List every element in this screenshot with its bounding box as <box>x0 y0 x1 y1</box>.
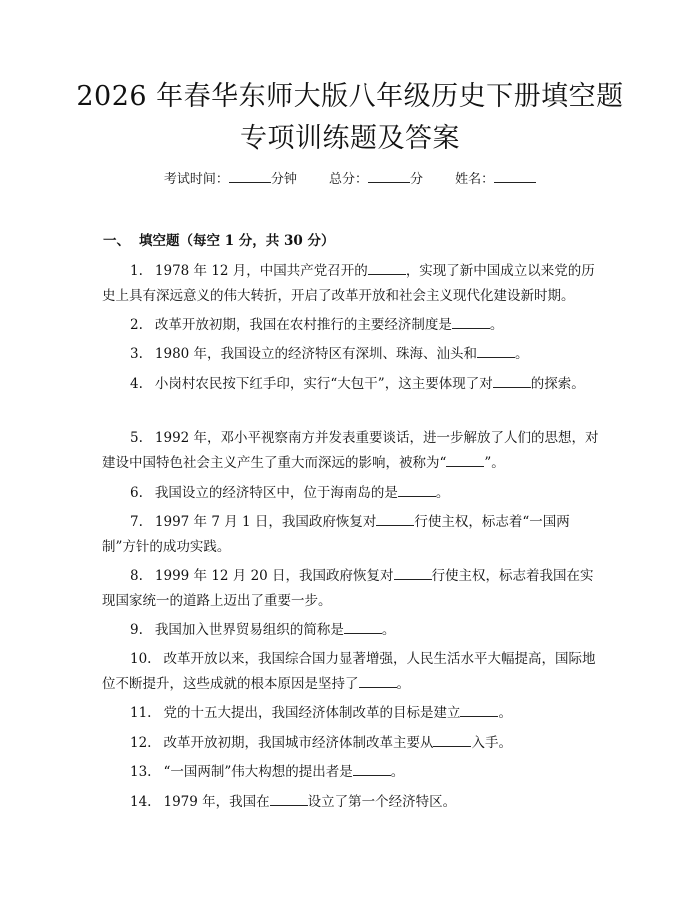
section-number: 一、 <box>103 233 130 249</box>
answer-blank <box>359 674 397 688</box>
total-score-unit: 分 <box>410 172 424 187</box>
answer-blank <box>493 374 531 388</box>
page-title-line1: 2026 年春华东师大版八年级历史下册填空题 <box>76 81 624 112</box>
answer-blank <box>446 453 484 467</box>
student-name-blank <box>494 168 536 183</box>
answer-blank <box>353 762 391 776</box>
total-score-label: 总分： <box>328 172 368 187</box>
page-title-line2: 专项训练题及答案 <box>240 123 460 154</box>
question-item <box>102 731 602 756</box>
student-name-label: 姓名： <box>455 172 495 187</box>
answer-blank <box>452 315 490 329</box>
question-number: 8. <box>130 568 143 584</box>
total-score-blank <box>368 168 410 183</box>
question-text-before: 改革开放初期，我国在农村推行的主要经济制度是 <box>154 317 452 333</box>
question-number: 14. <box>130 794 152 810</box>
answer-blank <box>394 566 432 580</box>
question-text-after: ”。 <box>484 455 505 471</box>
question-item <box>102 313 602 338</box>
exam-time-blank <box>229 168 271 183</box>
question-number: 1. <box>130 263 143 279</box>
question-item <box>102 372 602 397</box>
question-text-after: 入手。 <box>471 735 512 751</box>
question-number: 9. <box>130 622 143 638</box>
question-number: 5. <box>130 430 143 446</box>
student-name-field <box>455 168 536 190</box>
question-number: 4. <box>130 376 143 392</box>
exam-time-unit: 分钟 <box>270 172 297 187</box>
answer-blank <box>460 703 498 717</box>
exam-time-field <box>164 168 297 190</box>
question-text-before: 改革开放初期，我国城市经济体制改革主要从 <box>163 735 434 751</box>
question-number: 13. <box>130 764 152 780</box>
question-text-before: “一国两制”伟大构想的提出者是 <box>163 764 353 780</box>
question-text-before: 1997 年 7 月 1 日，我国政府恢复对 <box>154 514 377 530</box>
question-item <box>102 760 602 785</box>
question-text-after: 。 <box>435 485 450 501</box>
question-text-before: 1992 年，邓小平视察南方并发表重要谈话，进一步解放了人们的思想，对建设中国特色社会主义产生了重大而深远的影响，被称为“ <box>102 430 599 471</box>
question-item <box>102 701 602 726</box>
question-text-after: 。 <box>515 346 529 362</box>
question-text-after: 。 <box>489 317 504 333</box>
question-text-before: 我国加入世界贸易组织的简称是 <box>154 622 344 638</box>
question-text-before: 党的十五大提出，我国经济体制改革的目标是建立 <box>163 705 461 721</box>
question-item <box>102 510 602 560</box>
answer-blank <box>477 344 515 358</box>
exam-meta-line <box>0 168 700 190</box>
answer-blank <box>344 620 382 634</box>
question-text-after: 。 <box>498 705 512 721</box>
question-item <box>102 618 602 643</box>
question-text-after: 。 <box>381 622 396 638</box>
answer-blank <box>398 483 436 497</box>
question-number: 10. <box>130 651 152 667</box>
question-number: 12. <box>130 735 152 751</box>
question-text-after: 。 <box>396 676 410 692</box>
question-item <box>102 790 602 815</box>
section-heading <box>103 229 334 249</box>
section-title: 填空题（每空 1 分，共 30 分） <box>139 233 335 249</box>
question-number: 7. <box>130 514 143 530</box>
question-text-before: 小岗村农民按下红手印，实行“大包干”，这主要体现了对 <box>154 376 493 392</box>
question-text-before: 1978 年 12 月，中国共产党召开的 <box>154 263 368 279</box>
answer-blank <box>368 261 406 275</box>
question-text-after: 行使主权，标志着“一国两制”方针的成功实践。 <box>102 514 570 555</box>
question-number: 3. <box>130 346 143 362</box>
answer-blank <box>270 792 308 806</box>
question-text-after: 的探索。 <box>530 376 585 392</box>
exam-time-label: 考试时间： <box>163 172 229 187</box>
question-text-after: 行使主权，标志着我国在实现国家统一的道路上迈出了重要一步。 <box>102 568 594 609</box>
question-item <box>102 342 602 367</box>
question-text-after: 设立了第一个经济特区。 <box>307 794 457 810</box>
question-text-before: 1980 年，我国设立的经济特区有深圳、珠海、汕头和 <box>154 346 478 362</box>
question-item <box>102 564 602 614</box>
question-text-after: ，实现了新中国成立以来党的历史上具有深远意义的伟大转折，开启了改革开放和社会主义现代化建设新时期。 <box>102 263 595 304</box>
question-text-before: 1979 年，我国在 <box>163 794 270 810</box>
question-text-before: 1999 年 12 月 20 日，我国政府恢复对 <box>154 568 394 584</box>
total-score-field <box>329 168 423 190</box>
question-item <box>102 481 602 506</box>
question-item <box>102 259 602 309</box>
question-number: 2. <box>130 317 143 333</box>
answer-blank <box>433 733 471 747</box>
question-text-before: 改革开放以来，我国综合国力显著增强，人民生活水平大幅提高，国际地位不断提升，这些成就的根本原因是坚持了 <box>102 651 596 692</box>
question-number: 6. <box>130 485 143 501</box>
question-item <box>102 647 602 697</box>
answer-blank <box>376 512 414 526</box>
question-text-after: 。 <box>390 764 405 780</box>
question-item <box>102 426 602 476</box>
question-text-before: 我国设立的经济特区中，位于海南岛的是 <box>154 485 398 501</box>
question-number: 11. <box>130 705 152 721</box>
